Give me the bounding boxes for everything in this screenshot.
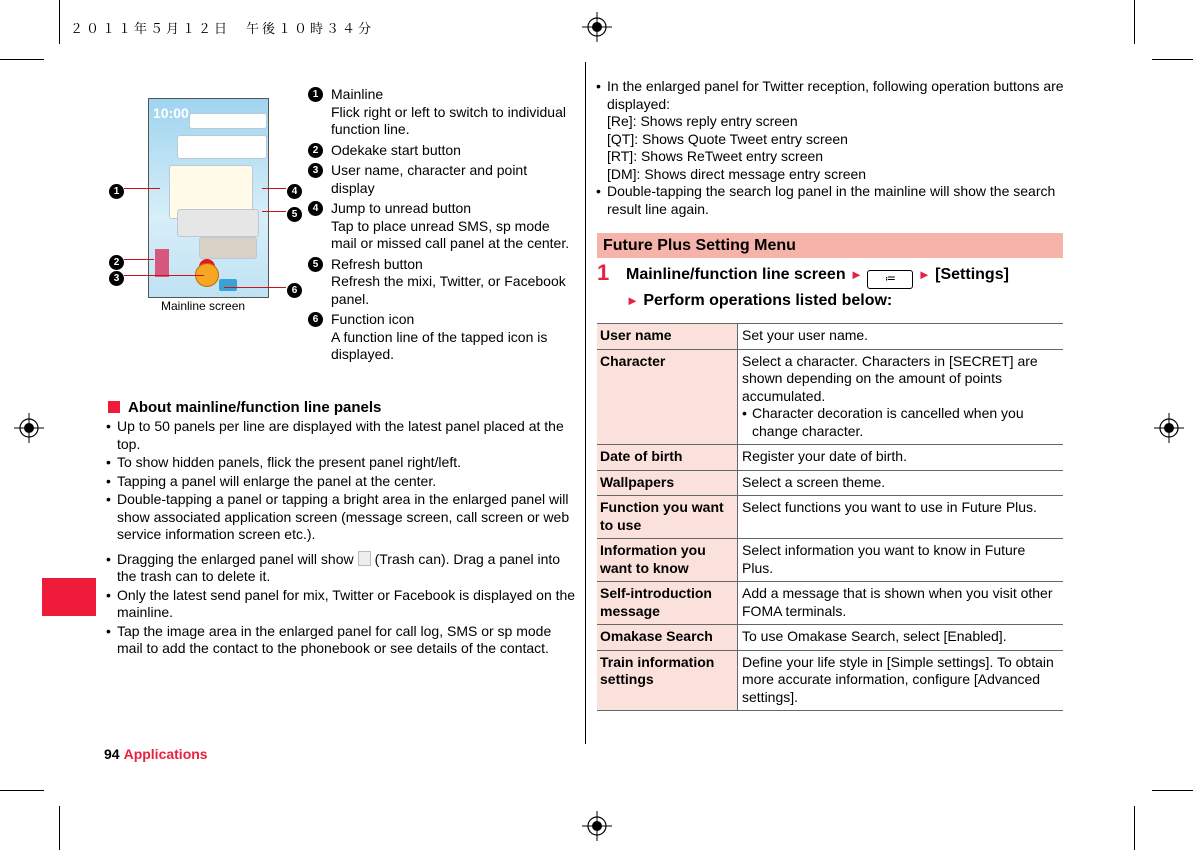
page-footer: 94 Applications xyxy=(104,746,208,762)
section-heading: About mainline/function line panels xyxy=(108,399,381,416)
callout-1: 1 xyxy=(109,181,124,199)
mainline-screenshot xyxy=(148,98,269,298)
phone-panel xyxy=(199,237,257,259)
phone-time: 10:00 xyxy=(153,105,189,121)
callout-line xyxy=(124,275,204,276)
table-row: User name Set your user name. xyxy=(597,324,1063,350)
list-item: • Dragging the enlarged panel will show (Trash can). Drag a panel into the trash can to delete it. xyxy=(106,551,576,586)
about-bullets xyxy=(106,418,576,659)
crop-mark xyxy=(0,790,44,791)
list-item: • Tap the image area in the enlarged panel for call log, SMS or sp mode mail to add the contact to the phonebook or see details of the contact. xyxy=(106,623,576,658)
square-bullet-icon xyxy=(108,401,120,413)
list-item: • Tapping a panel will enlarge the panel at the center. xyxy=(106,473,576,491)
registration-mark-icon xyxy=(582,811,612,841)
callout-line xyxy=(262,211,286,212)
figure-legend xyxy=(308,86,570,367)
figure-caption: Mainline screen xyxy=(161,299,246,313)
list-item: • To show hidden panels, flick the present panel right/left. xyxy=(106,454,576,472)
crop-mark xyxy=(1134,0,1135,44)
settings-table xyxy=(597,323,1063,711)
list-item: • Double-tapping the search log panel in the mainline will show the search result line again. xyxy=(596,183,1066,218)
section-title: Future Plus Setting Menu xyxy=(597,233,1063,258)
legend-item: 5 Refresh button Refresh the mixi, Twitter, or Facebook panel. xyxy=(308,256,570,309)
phone-panel xyxy=(177,135,267,159)
column-divider xyxy=(585,62,586,744)
arrow-icon: ► xyxy=(850,267,863,282)
crop-mark xyxy=(0,59,44,60)
legend-item: 2 Odekake start button xyxy=(308,142,570,160)
crop-mark xyxy=(1134,806,1135,850)
table-row: Function you want to use Select functions you want to use in Future Plus. xyxy=(597,496,1063,539)
list-item: • Only the latest send panel for mix, Twitter or Facebook is displayed on the mainline. xyxy=(106,587,576,622)
table-row: Date of birth Register your date of birth. xyxy=(597,445,1063,471)
legend-item: 1 Mainline Flick right or left to switch to individual function line. xyxy=(308,86,570,139)
menu-key-icon: ≔ xyxy=(867,270,913,289)
callout-line xyxy=(124,259,154,260)
list-item: • Double-tapping a panel or tapping a bright area in the enlarged panel will show associated application screen (message screen, call screen or web service information screen etc.). xyxy=(106,491,576,544)
crop-mark xyxy=(59,806,60,850)
callout-line xyxy=(262,188,286,189)
crop-mark xyxy=(1152,59,1193,60)
callout-2: 2 xyxy=(109,252,124,270)
table-row: Information you want to know Select information you want to know in Future Plus. xyxy=(597,539,1063,582)
print-timestamp: ２０１１年５月１２日 午後１０時３４分 xyxy=(70,22,375,37)
chapter-tab xyxy=(42,578,96,616)
callout-3: 3 xyxy=(109,268,124,286)
crop-mark xyxy=(1152,790,1193,791)
step-number: 1 xyxy=(597,260,610,285)
table-row: Omakase Search To use Omakase Search, select [Enabled]. xyxy=(597,625,1063,651)
legend-item: 4 Jump to unread button Tap to place unread SMS, sp mode mail or missed call panel at the center. xyxy=(308,200,570,253)
table-row: Wallpapers Select a screen theme. xyxy=(597,470,1063,496)
twitter-icon xyxy=(219,279,237,291)
crop-mark xyxy=(59,0,60,44)
arrow-icon: ► xyxy=(917,267,931,282)
legend-item: 6 Function icon A function line of the tapped icon is displayed. xyxy=(308,311,570,364)
callout-line xyxy=(124,188,160,189)
trash-can-icon xyxy=(358,551,371,566)
arrow-icon: ► xyxy=(626,293,639,308)
step-1: 1 Mainline/function line screen ► ≔ ► [Settings] ► Perform operations listed below: xyxy=(597,260,1009,309)
twitter-notes xyxy=(596,78,1066,218)
registration-mark-icon xyxy=(14,413,44,443)
callout-6: 6 xyxy=(287,280,302,298)
odekake-start-button xyxy=(155,249,169,277)
callout-line xyxy=(224,287,286,288)
legend-item: 3 User name, character and point display xyxy=(308,162,570,197)
phone-panel xyxy=(177,209,259,237)
list-item: • Up to 50 panels per line are displayed with the latest panel placed at the top. xyxy=(106,418,576,453)
phone-panel xyxy=(189,113,267,129)
table-row: Character Select a character. Characters in [SECRET] are shown depending on the amount of points accumulated. • Character decoration is cancelled when you change character. xyxy=(597,349,1063,445)
table-row: Train information settings Define your life style in [Simple settings]. To obtain more accurate information, configure [Advanced settings]. xyxy=(597,650,1063,711)
callout-5: 5 xyxy=(287,204,302,222)
list-item: • In the enlarged panel for Twitter reception, following operation buttons are displayed: [Re]: Shows reply entry screen [QT]: Shows Quote Tweet entry screen [RT]: Shows ReTweet entry screen [DM]: Shows direct message entry screen xyxy=(596,78,1066,183)
registration-mark-icon xyxy=(1154,413,1184,443)
callout-4: 4 xyxy=(287,181,302,199)
registration-mark-icon xyxy=(582,12,612,42)
table-row: Self-introduction message Add a message that is shown when you visit other FOMA terminals. xyxy=(597,582,1063,625)
